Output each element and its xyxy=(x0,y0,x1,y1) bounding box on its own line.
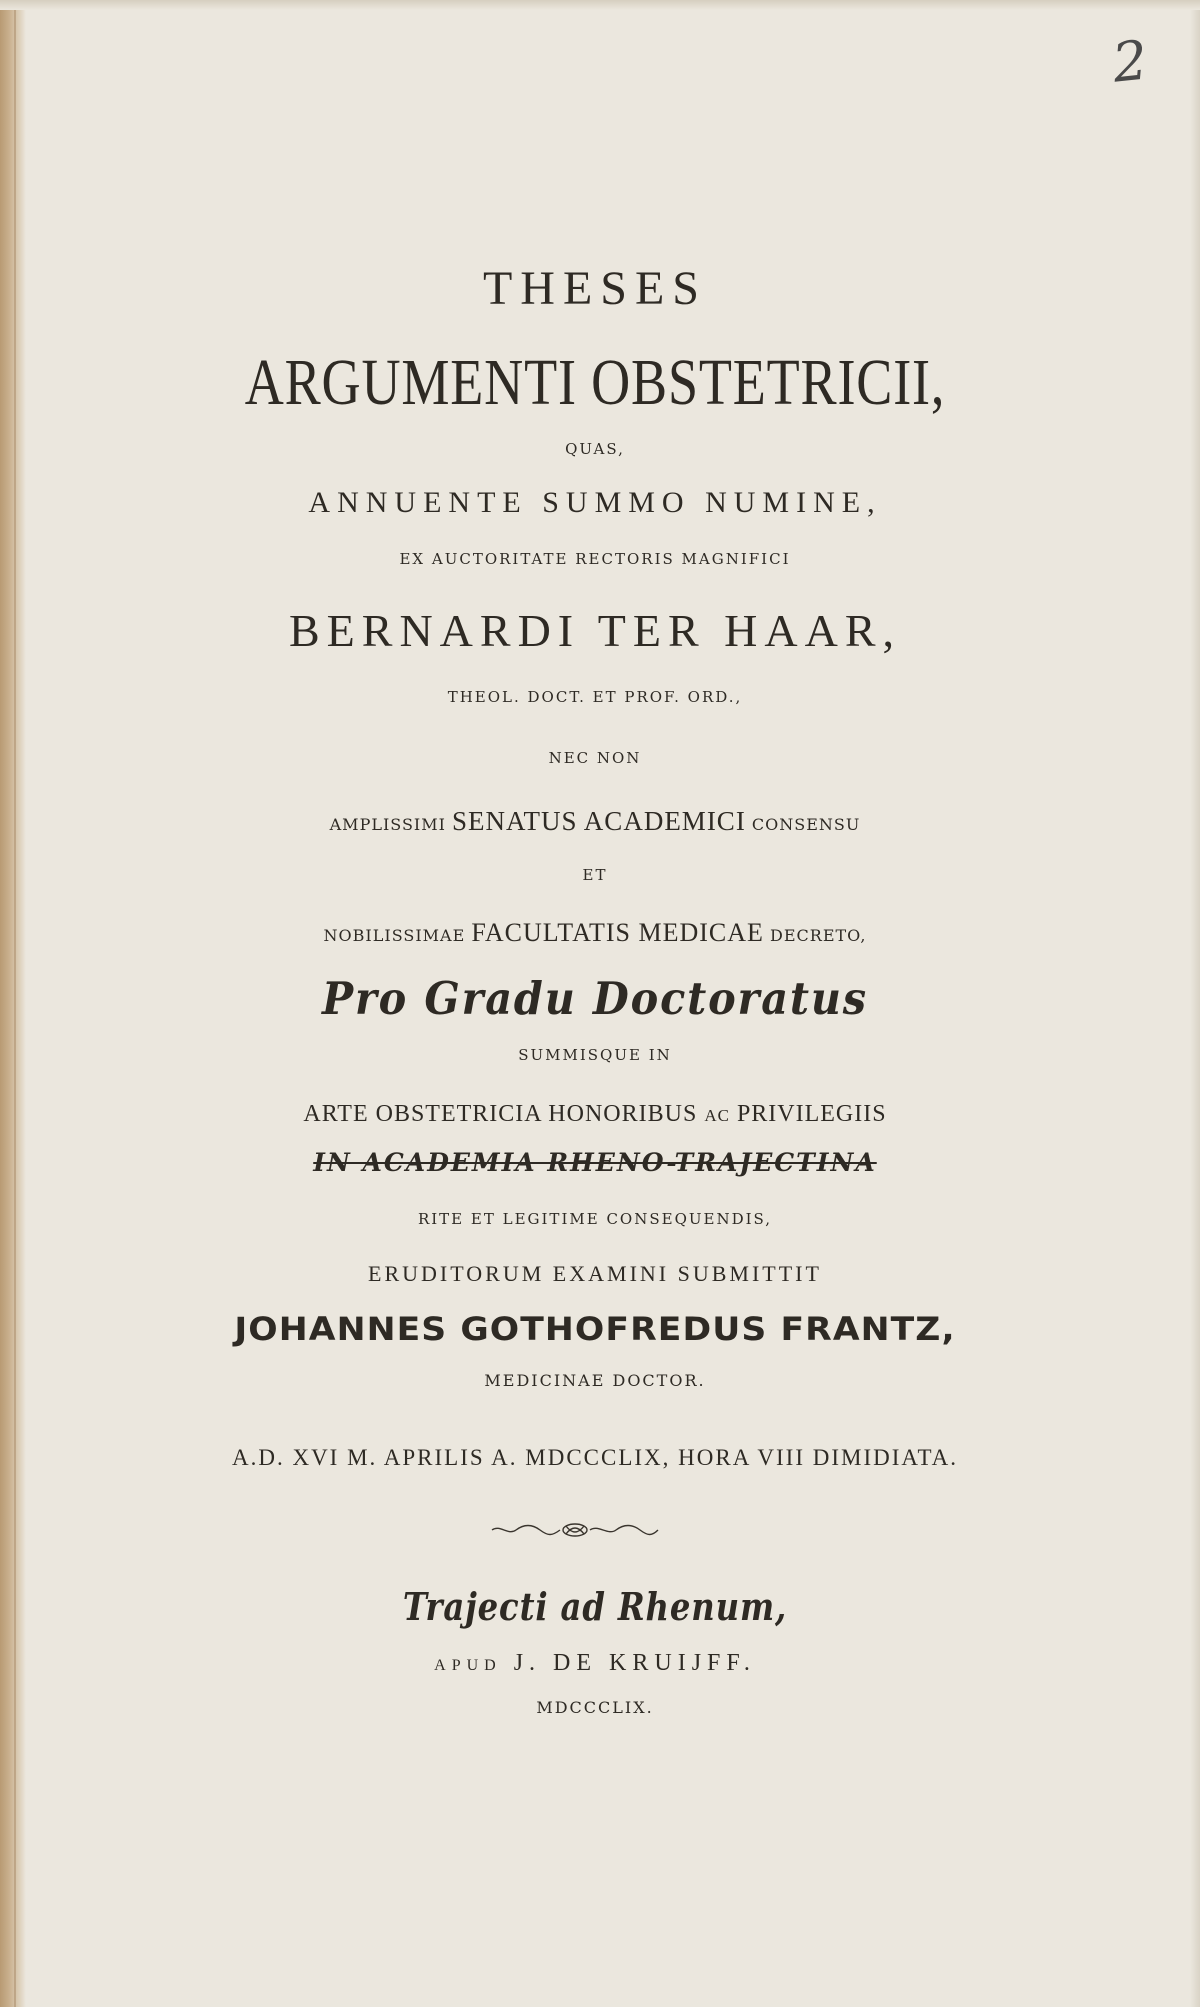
text-nec-non: NEC NON xyxy=(548,749,642,767)
rector-name: BERNARDI TER HAAR, xyxy=(288,605,901,656)
facultas-line xyxy=(100,920,1090,946)
imprint-printer-line xyxy=(100,1651,1090,1675)
imprint-printer: J. DE KRUIJFF. xyxy=(513,1650,756,1676)
senatus-post: CONSENSU xyxy=(751,815,861,834)
book-spine-shadow xyxy=(14,0,16,2007)
author-name: JOHANNES GOTHOFREDUS FRANTZ, xyxy=(234,1310,956,1348)
facultas-main: FACULTATIS MEDICAE xyxy=(471,918,764,947)
arte-obstetricia-b: PRIVILEGIIS xyxy=(736,1101,887,1127)
text-rite-et-legitime: RITE ET LEGITIME CONSEQUENDIS, xyxy=(417,1210,773,1228)
handwritten-page-number: 2 xyxy=(1109,28,1151,95)
senatus-main: SENATUS ACADEMICI xyxy=(452,806,746,836)
text-summisque: SUMMISQUE IN xyxy=(518,1046,672,1064)
arte-obstetricia-a: ARTE OBSTETRICIA HONORIBUS xyxy=(303,1101,698,1127)
defense-date: A.D. XVI M. APRILIS A. MDCCCLIX, HORA VIII DIMIDIATA. xyxy=(231,1445,959,1470)
senatus-pre: AMPLISSIMI xyxy=(329,815,446,834)
imprint-apud: APUD xyxy=(434,1657,502,1674)
book-spine-edge xyxy=(0,0,26,2007)
senatus-line xyxy=(100,808,1090,835)
title-theses: THESES xyxy=(482,262,707,315)
imprint-year: MDCCCLIX. xyxy=(536,1698,654,1717)
text-et: ET xyxy=(582,866,608,884)
author-degree: MEDICINAE DOCTOR. xyxy=(484,1371,706,1390)
imprint-place: Trajecti ad Rhenum, xyxy=(402,1584,788,1629)
text-quas: QUAS, xyxy=(565,440,625,458)
academia-rheno-trajectina: IN ACADEMIA RHENO-TRAJECTINA xyxy=(313,1148,877,1177)
pro-gradu-doctoratus: Pro Gradu Doctoratus xyxy=(322,972,868,1025)
facultas-pre: NOBILISSIMAE xyxy=(323,926,466,945)
arte-obstetricia-line xyxy=(100,1102,1090,1126)
text-annuente: ANNUENTE SUMMO NUMINE, xyxy=(308,486,882,519)
rector-title: THEOL. DOCT. ET PROF. ORD., xyxy=(447,688,743,706)
title-argumenti-obstetricii: ARGUMENTI OBSTETRICII, xyxy=(244,346,946,419)
arte-obstetricia-ac: AC xyxy=(704,1106,730,1125)
page-right-edge xyxy=(1190,0,1200,2007)
decorative-flourish-icon xyxy=(490,1518,660,1542)
facultas-post: DECRETO, xyxy=(770,926,867,945)
text-eruditorum: ERUDITORUM EXAMINI SUBMITTIT xyxy=(368,1261,822,1286)
text-ex-auctoritate: EX AUCTORITATE RECTORIS MAGNIFICI xyxy=(399,550,791,568)
page-top-edge xyxy=(0,0,1200,10)
